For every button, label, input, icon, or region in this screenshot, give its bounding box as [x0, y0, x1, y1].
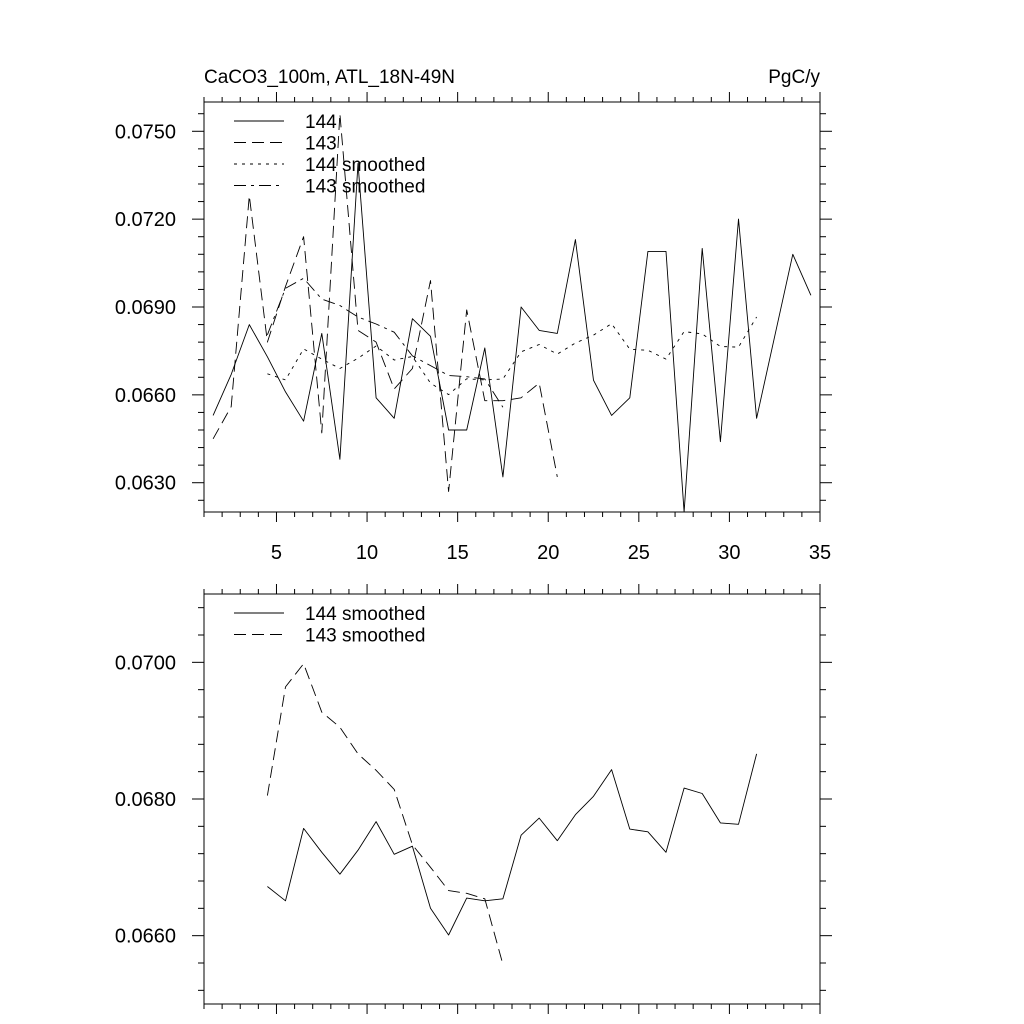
top-x-tick-label: 5 [270, 542, 283, 564]
bottom-legend-label-143-smoothed: 143 smoothed [305, 625, 426, 647]
bottom-y-tick-labels [115, 652, 176, 947]
top-x-tick-label: 30 [718, 542, 741, 564]
bottom-axis-ticks [192, 584, 832, 1014]
top-chart-title: CaCO3_100m, ATL_18N-49N [204, 67, 455, 88]
bottom-y-tick-label: 0.0680 [114, 789, 176, 811]
top-legend [234, 112, 425, 198]
bottom-series-lines [267, 664, 756, 965]
top-chart-units: PgC/y [768, 67, 820, 88]
top-series-line-143-smoothed [267, 278, 503, 407]
top-axis-ticks [192, 92, 832, 522]
top-y-tick-label: 0.0690 [114, 297, 176, 319]
top-x-tick-label: 20 [537, 542, 560, 564]
top-x-tick-label: 10 [355, 542, 379, 564]
bottom-y-tick-label: 0.0700 [114, 652, 176, 675]
top-y-tick-label: 0.0630 [114, 472, 176, 495]
top-panel [115, 67, 832, 564]
top-x-tick-labels [271, 542, 831, 564]
top-plot-frame [204, 102, 820, 512]
bottom-y-tick-label: 0.0660 [114, 925, 176, 948]
bottom-legend [234, 604, 425, 647]
bottom-panel [115, 584, 832, 1014]
top-y-tick-label: 0.0720 [114, 209, 176, 232]
top-y-tick-label: 0.0660 [114, 384, 176, 407]
top-x-tick-label: 15 [446, 542, 469, 564]
top-y-tick-label: 0.0750 [114, 121, 176, 144]
top-y-tick-labels [115, 121, 176, 494]
top-series-line-144 [213, 164, 811, 513]
top-legend-label-144-smoothed: 144 smoothed [305, 155, 426, 176]
top-x-tick-label: 35 [808, 542, 832, 564]
top-legend-label-143: 143 [305, 133, 337, 155]
top-x-tick-label: 25 [627, 542, 650, 564]
bottom-legend-label-144-smoothed: 144 smoothed [305, 604, 426, 625]
top-legend-label-144: 144 [305, 112, 337, 133]
bottom-plot-frame [204, 594, 820, 1004]
top-series-line-144-smoothed [267, 317, 756, 395]
top-legend-label-143-smoothed: 143 smoothed [305, 176, 426, 198]
bottom-series-line-144-smoothed [267, 754, 756, 935]
bottom-series-line-143-smoothed [267, 664, 503, 965]
top-series-lines [213, 114, 811, 512]
